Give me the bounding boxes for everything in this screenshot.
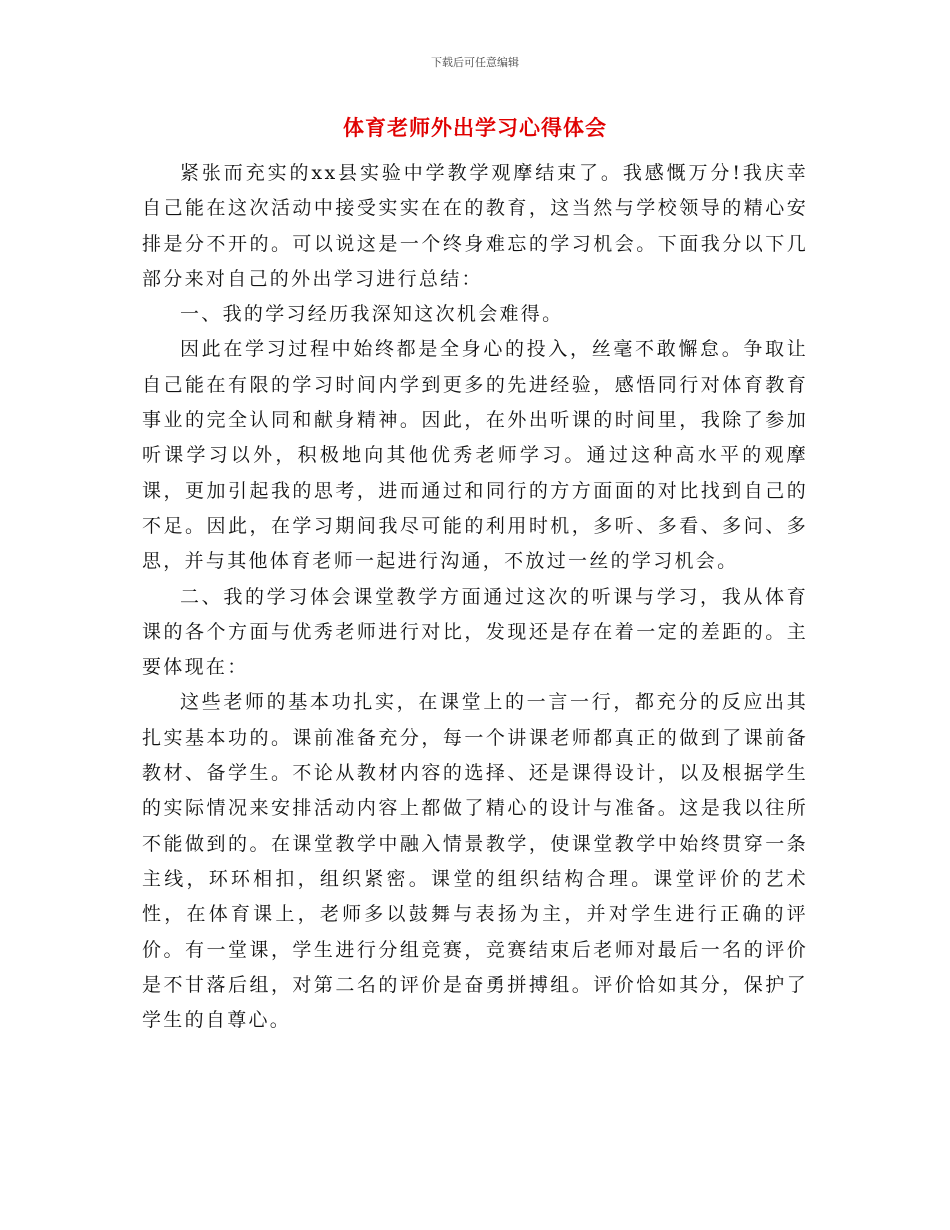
- paragraph-section-two-body: 这些老师的基本功扎实，在课堂上的一言一行，都充分的反应出其扎实基本功的。课前准备充分，每一个讲课老师都真正的做到了课前备教材、备学生。不论从教材内容的选择、还是课得设计，以及根据学生的实际情况来安排活动内容上都做了精心的设计与准备。这是我以往所不能做到的。在课堂教学中融入情景教学，使课堂教学中始终贯穿一条主线，环环相扣，组织紧密。课堂的组织结构合理。课堂评价的艺术性，在体育课上，老师多以鼓舞与表扬为主，并对学生进行正确的评价。有一堂课，学生进行分组竞赛，竞赛结束后老师对最后一名的评价是不甘落后组，对第二名的评价是奋勇拼搏组。评价恰如其分，保护了学生的自尊心。: [142, 691, 808, 1032]
- paragraph-section-two-heading: 二、我的学习体会课堂教学方面通过这次的听课与学习，我从体育课的各个方面与优秀老师进行对比，发现还是存在着一定的差距的。主要体现在：: [142, 585, 808, 679]
- header-note: 下载后可任意编辑: [431, 56, 519, 69]
- paragraph-section-one-body: 因此在学习过程中始终都是全身心的投入，丝毫不敢懈怠。争取让自己能在有限的学习时间内学到更多的先进经验，感悟同行对体育教育事业的完全认同和献身精神。因此，在外出听课的时间里，我除了参加听课学习以外，积极地向其他优秀老师学习。通过这种高水平的观摩课，更加引起我的思考，进而通过和同行的方方面面的对比找到自己的不足。因此，在学习期间我尽可能的利用时机，多听、多看、多问、多思，并与其他体育老师一起进行沟通，不放过一丝的学习机会。: [142, 338, 808, 573]
- document-body: [142, 156, 808, 1038]
- document-title: 体育老师外出学习心得体会: [343, 116, 607, 140]
- paragraph-intro: 紧张而充实的xx县实验中学教学观摩结束了。我感慨万分!我庆幸自己能在这次活动中接受实实在在的教育，这当然与学校领导的精心安排是分不开的。可以说这是一个终身难忘的学习机会。下面我分以下几部分来对自己的外出学习进行总结：: [142, 162, 808, 290]
- paragraph-section-one-heading: 一、我的学习经历我深知这次机会难得。: [180, 303, 564, 326]
